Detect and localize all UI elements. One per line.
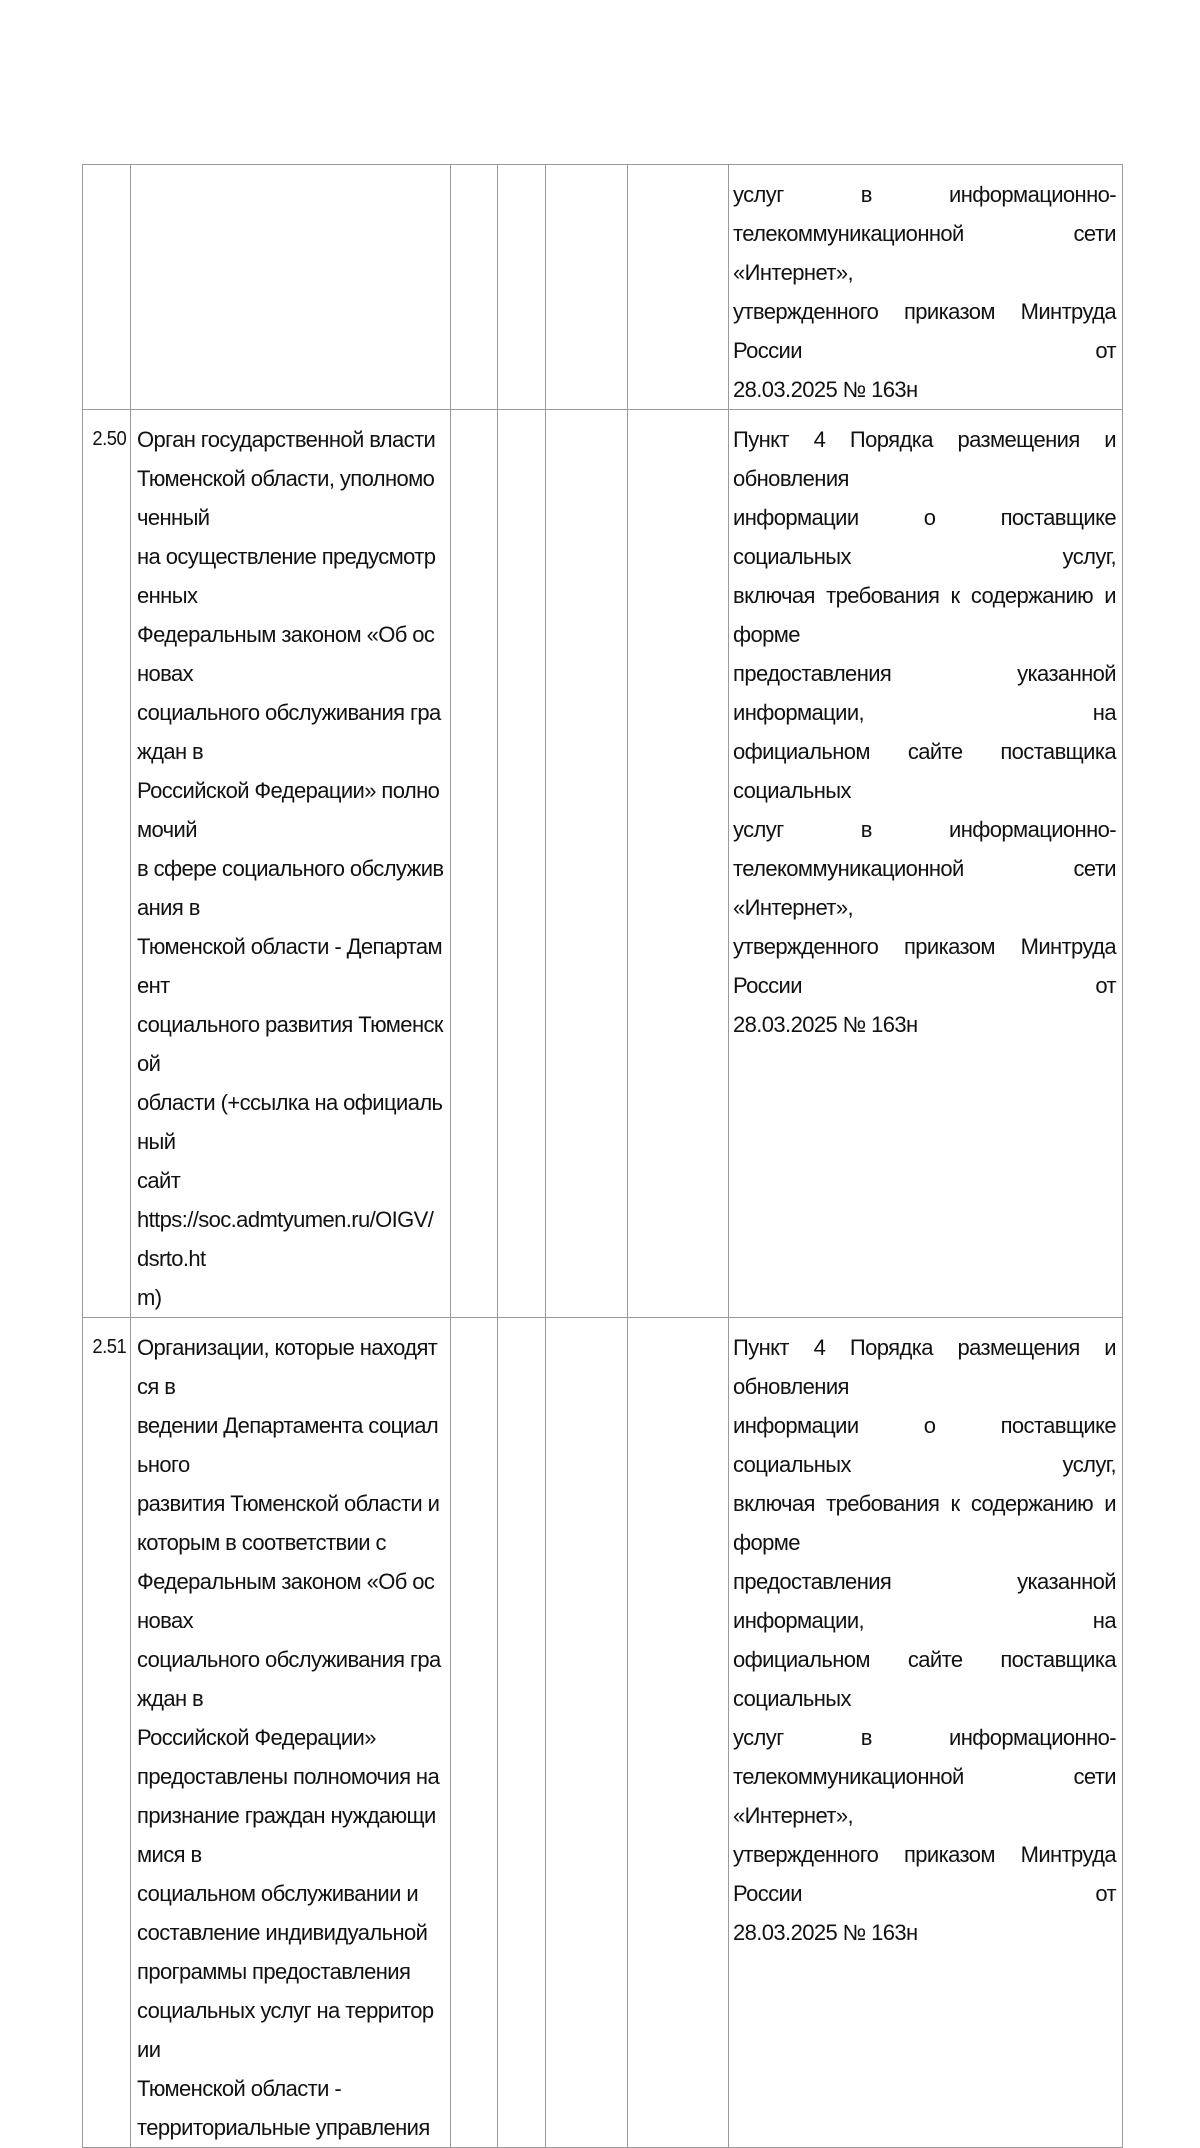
empty-cell (628, 410, 729, 1318)
empty-cell (498, 1318, 546, 2148)
legal-basis-cell (729, 1318, 1123, 2148)
empty-cell (451, 1318, 498, 2148)
empty-cell (628, 165, 729, 410)
table-row (83, 165, 1123, 410)
empty-cell (451, 410, 498, 1318)
empty-cell (546, 410, 628, 1318)
row-number-cell (83, 165, 131, 410)
empty-cell (546, 165, 628, 410)
empty-cell (628, 1318, 729, 2148)
row-number-cell: 2.50 (83, 410, 131, 1318)
row-number-cell: 2.51 (83, 1318, 131, 2148)
empty-cell (498, 165, 546, 410)
legal-basis-cell (729, 410, 1123, 1318)
empty-cell (498, 410, 546, 1318)
legal-basis-cell (729, 165, 1123, 410)
organization-cell: Организации, которые находятся в ведении Департамента социального развития Тюменской области и которым в соответствии с Федеральным законом «Об основах социального обслуживания граждан в Российской Федерации» предоставлены полномочия на признание граждан нуждающимися в социальном обслуживании и составление индивидуальной программы предоставления социальных услуг на территории Тюменской области - территориальные управления (131, 1318, 451, 2148)
legal-basis-text: Пункт 4 Порядка размещения и обновления информации о поставщике социальных услуг, включая требования к содержанию и форме предоставления указанной информации, на официальном сайте поставщика социальных услуг в информационно- телекоммуникационной сети «Интернет», утвержденного приказом Минтруда России от 28.03.2025 № 163н (733, 427, 1116, 1037)
organization-cell (131, 165, 451, 410)
legal-basis-text: услуг в информационно- телекоммуникационной сети «Интернет», утвержденного приказом Минтруда России от 28.03.2025 № 163н (733, 182, 1116, 402)
empty-cell (451, 165, 498, 410)
organization-cell: Орган государственной власти Тюменской области, уполномоченный на осуществление предусмотренных Федеральным законом «Об основах социального обслуживания граждан в Российской Федерации» полномочий в сфере социального обслуживания в Тюменской области - Департамент социального развития Тюменской области (+ссылка на официальный сайт https://soc.admtyumen.ru/OIGV/dsrto.ht m) (131, 410, 451, 1318)
legal-basis-text: Пункт 4 Порядка размещения и обновления информации о поставщике социальных услуг, включая требования к содержанию и форме предоставления указанной информации, на официальном сайте поставщика социальных услуг в информационно- телекоммуникационной сети «Интернет», утвержденного приказом Минтруда России от 28.03.2025 № 163н (733, 1335, 1116, 1945)
table-row (83, 410, 1123, 1318)
empty-cell (546, 1318, 628, 2148)
table-row (83, 1318, 1123, 2148)
requirements-table (82, 164, 1123, 2148)
